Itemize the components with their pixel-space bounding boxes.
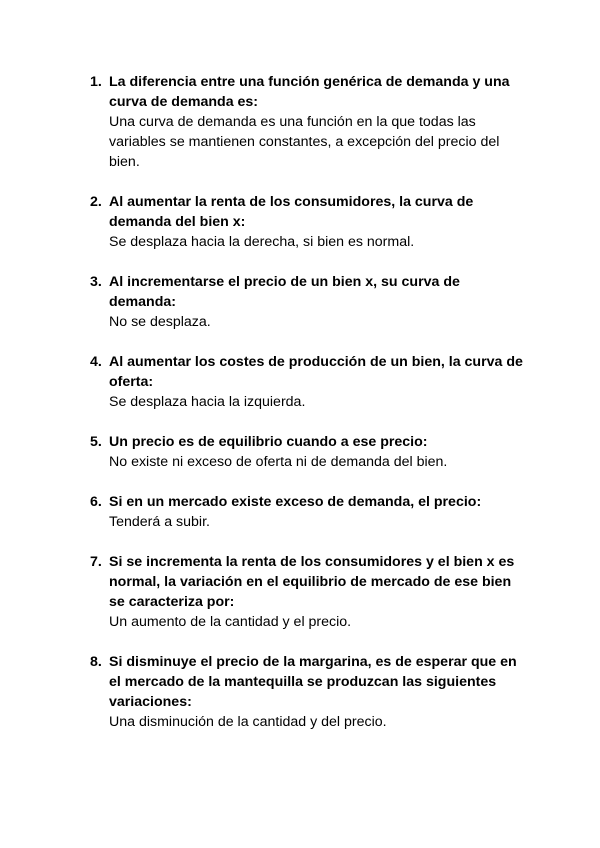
question-item-3 [90, 272, 530, 332]
question-number: 1. [90, 74, 102, 90]
question-text: Un precio es de equilibrio cuando a ese precio: [109, 434, 428, 450]
question-item-7 [90, 552, 530, 632]
answer-text: Una curva de demanda es una función en la que todas las variables se mantienen constantes, a excepción del precio del bien. [109, 114, 500, 170]
answer-text: No se desplaza. [109, 314, 211, 330]
answer-text: Tenderá a subir. [109, 514, 210, 530]
answer-text: Un aumento de la cantidad y el precio. [109, 614, 352, 630]
question-number: 5. [90, 434, 102, 450]
question-number: 3. [90, 274, 102, 290]
question-number: 6. [90, 494, 102, 510]
answer-text: No existe ni exceso de oferta ni de demanda del bien. [109, 454, 448, 470]
answer-text: Una disminución de la cantidad y del precio. [109, 714, 387, 730]
question-text: Si disminuye el precio de la margarina, es de esperar que en el mercado de la mantequilla se produzcan las siguientes variaciones: [109, 654, 517, 710]
question-item-2 [90, 192, 530, 252]
answer-text: Se desplaza hacia la izquierda. [109, 394, 306, 410]
question-text: Al incrementarse el precio de un bien x, su curva de demanda: [109, 274, 460, 310]
question-number: 8. [90, 654, 102, 670]
question-text: La diferencia entre una función genérica de demanda y una curva de demanda es: [109, 74, 510, 110]
question-text: Si en un mercado existe exceso de demanda, el precio: [109, 494, 482, 510]
question-text: Al aumentar los costes de producción de un bien, la curva de oferta: [109, 354, 523, 390]
question-item-8 [90, 652, 530, 732]
question-list [90, 72, 530, 752]
question-item-1 [90, 72, 530, 172]
question-number: 7. [90, 554, 102, 570]
question-text: Si se incrementa la renta de los consumidores y el bien x es normal, la variación en el equilibrio de mercado de ese bien se caracteriza por: [109, 554, 515, 610]
question-text: Al aumentar la renta de los consumidores, la curva de demanda del bien x: [109, 194, 474, 230]
question-number: 2. [90, 194, 102, 210]
answer-text: Se desplaza hacia la derecha, si bien es normal. [109, 234, 415, 250]
question-item-4 [90, 352, 530, 412]
question-item-5 [90, 432, 530, 472]
question-number: 4. [90, 354, 102, 370]
question-item-6 [90, 492, 530, 532]
